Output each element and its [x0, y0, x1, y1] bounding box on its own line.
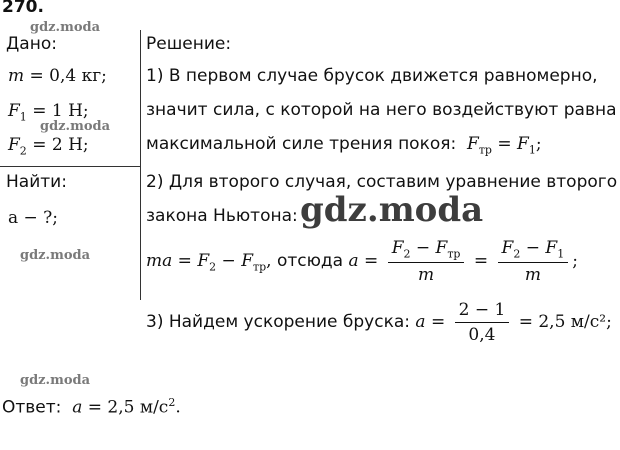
- fraction-1: [388, 238, 465, 285]
- friction-equals-force: $F_{тр} = F_1$;: [467, 134, 542, 157]
- step-3-text: 3) Найдем ускорение бруска:: [146, 312, 410, 332]
- watermark: gdz.moda: [40, 119, 111, 134]
- watermark: gdz.moda: [20, 248, 91, 263]
- find-item: a − ?;: [8, 208, 59, 228]
- problem-number: 270.: [2, 0, 44, 17]
- given-label: Дано:: [6, 34, 57, 54]
- given-force-1: $F_1 = 1$ Н;: [8, 101, 89, 124]
- watermark: gdz.moda: [20, 373, 91, 388]
- solution-line-2: значит сила, с которой на него воздействуют равна: [146, 100, 617, 120]
- given-divider: [140, 30, 141, 300]
- solution-line-1: 1) В первом случае брусок движется равномерно,: [146, 66, 598, 86]
- given-force-2: $F_2 = 2$ Н;: [8, 135, 89, 158]
- acceleration-result: = 2,5 м/с²;: [518, 312, 612, 332]
- answer: Ответ: a = 2,5 $м/с^2$.: [2, 396, 181, 418]
- fraction-1-numerator: $F_2 - F_{тр}$: [388, 238, 465, 263]
- fraction-1-denominator: m: [418, 265, 435, 286]
- acceleration-calculation: 3) Найдем ускорение бруска: a = $\frac{2 - 1}{0,4}$ = 2,5 м/с²;: [146, 300, 612, 345]
- newton-equation: ma = $F_2 - F_{тр}$, отсюда a = $\frac{F_2 - F_{тр}}{m}$ = $\frac{F_2 - F_1}{m}$ ;: [146, 238, 578, 286]
- fraction-3-denominator: 0,4: [468, 325, 496, 345]
- given-mass: m = 0,4 кг;: [8, 66, 107, 86]
- fraction-2-denominator: m: [524, 265, 541, 286]
- fraction-2: [498, 238, 569, 285]
- fraction-3-numerator: 2 − 1: [455, 300, 510, 323]
- watermark: gdz.moda: [30, 20, 101, 35]
- equation-lhs: ma = $F_2 - F_{тр}$, отсюда a =: [146, 251, 379, 274]
- solution-line-3: [146, 134, 542, 156]
- fraction-3: [455, 300, 510, 345]
- find-label: Найти:: [6, 172, 67, 192]
- solution-label: Решение:: [146, 34, 232, 54]
- watermark-large: gdz.moda: [300, 190, 484, 230]
- fraction-2-numerator: $F_2 - F_1$: [498, 238, 569, 263]
- solution-line-3-text: максимальной силе трения покоя:: [146, 134, 457, 154]
- solution-line-4: 2) Для второго случая, составим уравнение второго: [146, 172, 618, 192]
- given-find-separator: [0, 166, 140, 167]
- solution-line-5: закона Ньютона:: [146, 206, 298, 226]
